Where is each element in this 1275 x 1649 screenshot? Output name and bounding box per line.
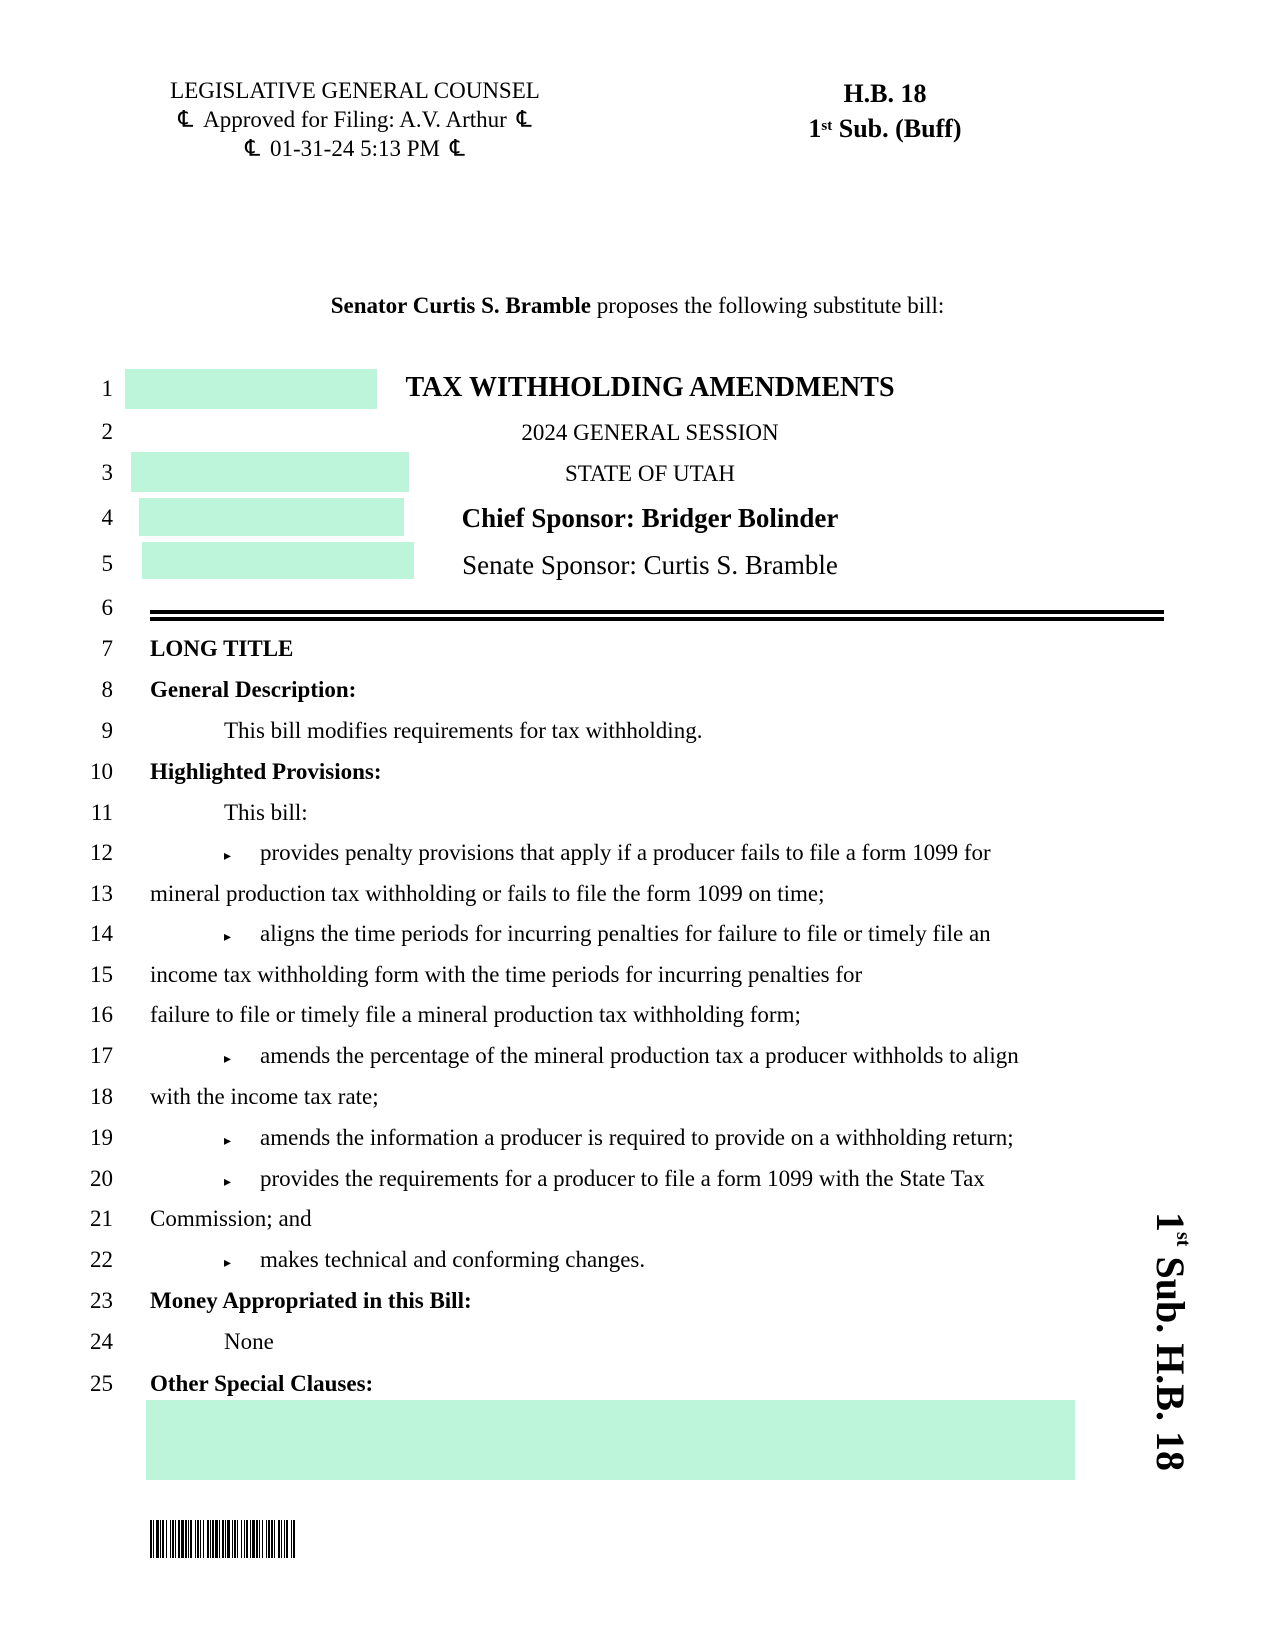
line-number: 4 [101,505,113,530]
line-number: 14 [90,921,113,946]
side-label-number: 1 [1148,1212,1193,1232]
side-bill-label [1147,1212,1194,1471]
double-rule-top [150,610,1164,614]
datetime-text: 01-31-24 5:13 PM [270,136,440,161]
paragraph-text: None [224,1329,274,1354]
line-number: 22 [90,1247,113,1272]
line-number: 18 [90,1084,113,1109]
list-item-text: makes technical and conforming changes. [260,1247,646,1272]
line-number: 13 [90,881,113,906]
list-item-text: provides penalty provisions that apply if a producer fails to file a form 1099 for [260,840,991,865]
substitute-number: 1 [808,114,822,143]
bill-number: H.B. 18 [843,79,927,108]
proposal-text: proposes the following substitute bill: [590,293,945,318]
senate-sponsor: Senate Sponsor: Curtis S. Bramble [462,550,838,580]
double-rule-bottom [150,617,1164,621]
paragraph-text: Commission; and [150,1206,312,1231]
line-number: 8 [101,677,113,702]
line-number: 17 [90,1043,113,1068]
centerline-symbol: ℄ [245,136,261,161]
office-name: LEGISLATIVE GENERAL COUNSEL [170,78,540,103]
list-item [224,1125,1014,1151]
line-number: 2 [101,419,113,444]
substitute-label [780,111,990,146]
line-number: 19 [90,1125,113,1150]
centerline-symbol: ℄ [178,107,194,132]
paragraph-text: income tax withholding form with the time periods for incurring penalties for [150,962,863,987]
approval-line [140,105,570,134]
chief-sponsor: Chief Sponsor: Bridger Bolinder [461,503,839,533]
list-item [224,1247,645,1273]
line-number: 21 [90,1206,113,1231]
list-item [224,840,991,866]
list-item-text: provides the requirements for a producer to file a form 1099 with the State Tax [260,1166,985,1191]
line-number: 7 [101,636,113,661]
line-number: 10 [90,759,113,784]
triangle-bullet-icon: ▸ [224,1256,232,1271]
line-number: 5 [101,551,113,576]
line-number: 9 [101,718,113,743]
line-number: 23 [90,1288,113,1313]
substitute-ordinal: st [821,118,833,134]
list-item [224,1043,1019,1069]
barcode [150,1520,468,1558]
paragraph-text: failure to file or timely file a mineral production tax withholding form; [150,1002,801,1027]
substitute-text: Sub. (Buff) [832,114,962,143]
highlight-block [146,1400,1075,1480]
datetime-line [140,134,570,163]
paragraph-text: This bill modifies requirements for tax withholding. [224,718,703,743]
list-item-text: amends the percentage of the mineral production tax a producer withholds to align [260,1043,1019,1068]
state-line: STATE OF UTAH [564,461,736,486]
centerline-symbol: ℄ [516,107,532,132]
line-number: 16 [90,1002,113,1027]
line-number: 20 [90,1166,113,1191]
triangle-bullet-icon: ▸ [224,849,232,864]
proposal-line [0,293,1275,319]
list-item-text: aligns the time periods for incurring penalties for failure to file or timely file an [260,921,991,946]
session-line: 2024 GENERAL SESSION [521,420,779,445]
bill-title: TAX WITHHOLDING AMENDMENTS [405,372,895,403]
section-heading: Money Appropriated in this Bill: [150,1288,472,1313]
centerline-symbol: ℄ [449,136,465,161]
counsel-header [140,76,570,163]
section-heading: Highlighted Provisions: [150,759,382,784]
paragraph-text: This bill: [224,800,308,825]
section-heading: Other Special Clauses: [150,1371,374,1396]
line-number: 1 [101,376,113,401]
triangle-bullet-icon: ▸ [224,1052,232,1067]
list-item [224,921,991,947]
triangle-bullet-icon: ▸ [224,1175,232,1190]
line-number: 15 [90,962,113,987]
list-item-text: amends the information a producer is required to provide on a withholding return; [260,1125,1014,1150]
line-number: 25 [90,1371,113,1396]
line-number: 11 [90,800,113,825]
side-label-text: Sub. H.B. 18 [1148,1246,1193,1471]
approval-text: Approved for Filing: A.V. Arthur [203,107,507,132]
paragraph-text: mineral production tax withholding or fails to file the form 1099 on time; [150,881,825,906]
proposing-senator: Senator Curtis S. Bramble [330,293,591,318]
paragraph-text: with the income tax rate; [150,1084,379,1109]
barcode-bar [295,1520,296,1558]
line-number: 6 [101,595,113,620]
side-label-ordinal: st [1172,1232,1194,1247]
triangle-bullet-icon: ▸ [224,1134,232,1149]
line-number: 12 [90,840,113,865]
bill-id-header [780,76,990,146]
line-number: 3 [101,460,113,485]
line-number: 24 [90,1329,113,1354]
list-item [224,1166,985,1192]
section-heading: LONG TITLE [150,636,294,661]
section-heading: General Description: [150,677,357,702]
triangle-bullet-icon: ▸ [224,930,232,945]
